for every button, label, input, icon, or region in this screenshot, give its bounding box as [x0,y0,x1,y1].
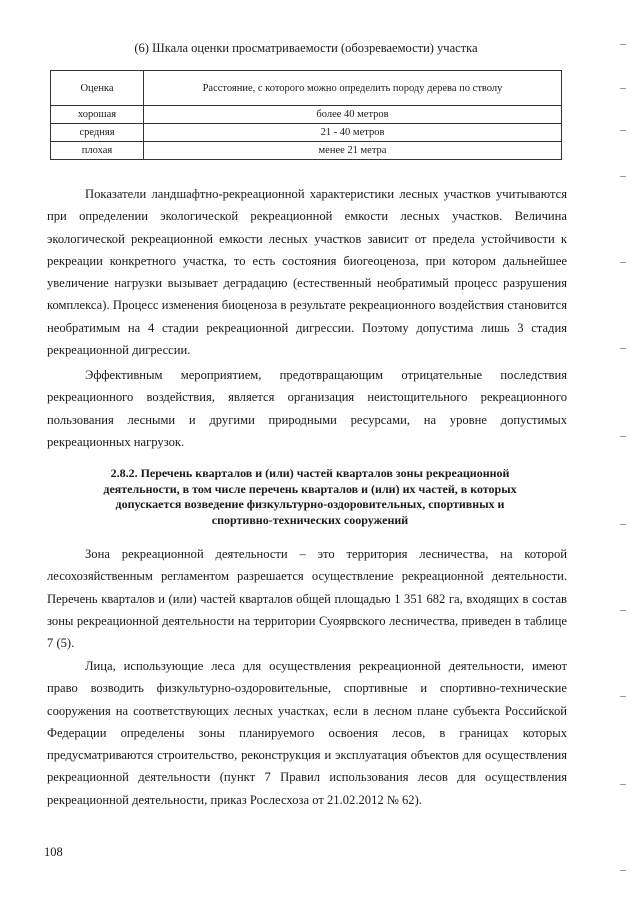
table-cell-rating: средняя [51,124,144,142]
table-cell-distance: 21 - 40 метров [144,124,562,142]
scan-edge-mark [620,176,626,177]
table-row [51,106,562,124]
paragraph-recreation-zone: Зона рекреационной деятельности – это территория лесничества, на которой лесохозяйственным регламентом разрешается осуществление рекреационной деятельности. Перечень кварталов и (или) частей кварталов общей площадью 1 351 682 га, входящих в состав зоны рекреационной деятельности на территории Суоярвского лесничества, приведен в таблице 7 (5). [47,547,567,651]
column-header-rating: Оценка [51,71,144,106]
column-header-distance: Расстояние, с которого можно определить породу дерева по стволу [144,71,562,106]
paragraph-block [47,183,567,361]
section-heading: 2.8.2. Перечень кварталов и (или) частей кварталов зоны рекреационной деятельности, в том числе перечень кварталов и (или) их частей, в которых допускается возведение физкультурно-оздоровительных, спортивных и спортивно-технических сооружений [103,466,517,527]
paragraph-block [47,543,567,654]
paragraph-recreation-indicators: Показатели ландшафтно-рекреационной характеристики лесных участков учитываются при определении экологической рекреационной емкости лесных участков. Величина экологической рекреационной емкости лесных участков зависит от предела устойчивости к рекреации конкретного участка, то есть состояния биогеоценоза, при котором дальнейшее увеличение нагрузки вызывает деградацию (естественный необратимый процесс разрушения комплекса). Процесс изменения биоценоза в результате рекреационного воздействия становится необратимым на 4 стадии рекреационной дигрессии. Поэтому допустима лишь 3 стадия рекреационной дигрессии. [47,187,567,358]
table-caption: (6) Шкала оценки просматриваемости (обозреваемости) участка [134,41,478,55]
scan-edge-mark [620,44,626,45]
scan-edge-mark [620,130,626,131]
scan-edge-mark [620,696,626,697]
table-row [51,124,562,142]
scan-edge-mark [620,88,626,89]
page-number: 108 [44,845,63,859]
table-cell-rating: хорошая [51,106,144,124]
table-cell-distance: более 40 метров [144,106,562,124]
scan-edge-mark [620,610,626,611]
scan-edge-mark [620,524,626,525]
visibility-rating-table [50,70,562,160]
scan-edge-mark [620,436,626,437]
table-cell-distance: менее 21 метра [144,142,562,160]
scan-edge-mark [620,870,626,871]
paragraph-effective-measure: Эффективным мероприятием, предотвращающим отрицательные последствия рекреационного воздействия, является организация неистощительного рекреационного пользования лесными и другими природными ресурсами, на уровне допустимых рекреационных нагрузок. [47,368,567,449]
scan-edge-mark [620,262,626,263]
paragraph-block [47,655,567,811]
paragraph-construction-rights: Лица, использующие леса для осуществления рекреационной деятельности, имеют право возводить физкультурно-оздоровительные, спортивные и спортивно-технические сооружения на соответствующих лесных участках, если в лесном плане субъекта Российской Федерации определены зоны планируемого освоения лесов, в границах которых предусматриваются строительство, реконструкция и эксплуатация объектов для осуществления рекреационной деятельности (пункт 7 Правил использования лесов для осуществления рекреационной деятельности, приказ Рослесхоза от 21.02.2012 № 62). [47,659,567,807]
table-cell-rating: плохая [51,142,144,160]
scan-edge-mark [620,348,626,349]
paragraph-block [47,364,567,453]
table-row [51,142,562,160]
scan-edge-mark [620,784,626,785]
table-header-row [51,71,562,106]
